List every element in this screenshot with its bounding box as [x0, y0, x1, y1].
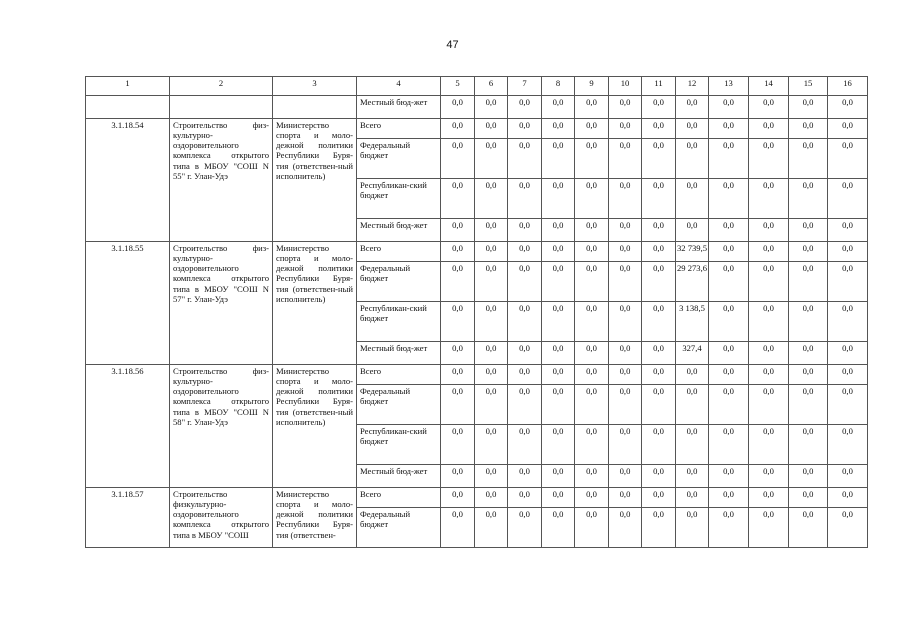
object-name-cell: Строительство физкультурно-оздоровительного комплекса открытого типа в МБОУ "СОШ — [170, 488, 273, 548]
value-cell: 0,0 — [609, 262, 642, 302]
value-cell: 0,0 — [642, 242, 676, 262]
value-cell: 0,0 — [508, 242, 542, 262]
column-header: 7 — [508, 77, 542, 96]
value-cell: 0,0 — [508, 302, 542, 342]
value-cell: 0,0 — [475, 465, 508, 488]
value-cell: 0,0 — [609, 119, 642, 139]
value-cell: 32 739,5 — [676, 242, 709, 262]
header-row — [86, 77, 868, 96]
value-cell: 0,0 — [441, 508, 475, 548]
value-cell: 0,0 — [609, 508, 642, 548]
value-cell: 0,0 — [642, 262, 676, 302]
value-cell: 0,0 — [676, 508, 709, 548]
value-cell: 0,0 — [709, 179, 749, 219]
value-cell: 0,0 — [508, 342, 542, 365]
value-cell: 0,0 — [709, 385, 749, 425]
value-cell: 0,0 — [475, 139, 508, 179]
value-cell: 0,0 — [609, 302, 642, 342]
value-cell: 0,0 — [676, 219, 709, 242]
column-header: 16 — [828, 77, 868, 96]
value-cell: 0,0 — [441, 465, 475, 488]
value-cell: 0,0 — [642, 179, 676, 219]
value-cell: 0,0 — [828, 242, 868, 262]
value-cell: 0,0 — [749, 139, 789, 179]
object-name-cell: Строительство физ-культурно-оздоровительного комплекса открытого типа в МБОУ "СОШ N 55" г. Улан-Удэ — [170, 119, 273, 242]
column-header: 10 — [609, 77, 642, 96]
value-cell: 0,0 — [642, 385, 676, 425]
page-number: 47 — [446, 39, 459, 51]
value-cell: 0,0 — [749, 219, 789, 242]
funding-source-label: Местный бюд-жет — [357, 465, 441, 488]
value-cell: 0,0 — [508, 96, 542, 119]
object-name-cell — [170, 96, 273, 119]
funding-source-label: Федеральный бюджет — [357, 262, 441, 302]
value-cell: 0,0 — [475, 262, 508, 302]
value-cell: 0,0 — [828, 342, 868, 365]
value-cell: 0,0 — [749, 365, 789, 385]
value-cell: 0,0 — [749, 262, 789, 302]
value-cell: 0,0 — [575, 139, 609, 179]
value-cell: 0,0 — [609, 96, 642, 119]
value-cell: 0,0 — [709, 342, 749, 365]
value-cell: 0,0 — [609, 179, 642, 219]
value-cell: 0,0 — [575, 385, 609, 425]
value-cell: 0,0 — [749, 508, 789, 548]
table-row — [86, 365, 868, 385]
value-cell: 0,0 — [789, 508, 828, 548]
funding-source-label: Республикан-ский бюджет — [357, 179, 441, 219]
value-cell: 0,0 — [749, 342, 789, 365]
value-cell: 0,0 — [676, 96, 709, 119]
funding-source-label: Федеральный бюджет — [357, 139, 441, 179]
value-cell: 0,0 — [709, 302, 749, 342]
column-header: 15 — [789, 77, 828, 96]
value-cell: 0,0 — [789, 219, 828, 242]
budget-table — [85, 76, 868, 548]
value-cell: 0,0 — [676, 488, 709, 508]
value-cell: 0,0 — [542, 365, 575, 385]
value-cell: 0,0 — [676, 385, 709, 425]
column-header: 14 — [749, 77, 789, 96]
value-cell: 0,0 — [542, 262, 575, 302]
value-cell: 0,0 — [709, 365, 749, 385]
value-cell: 0,0 — [609, 425, 642, 465]
value-cell: 0,0 — [676, 465, 709, 488]
value-cell: 0,0 — [542, 425, 575, 465]
value-cell: 0,0 — [828, 465, 868, 488]
value-cell: 0,0 — [575, 508, 609, 548]
value-cell: 327,4 — [676, 342, 709, 365]
funding-source-label: Федеральный бюджет — [357, 508, 441, 548]
value-cell: 0,0 — [508, 365, 542, 385]
value-cell: 0,0 — [575, 365, 609, 385]
executor-cell: Министерство спорта и моло-дежной политики Республики Буря-тия (ответствен- — [273, 488, 357, 548]
value-cell: 0,0 — [709, 139, 749, 179]
value-cell: 0,0 — [789, 139, 828, 179]
value-cell: 0,0 — [475, 242, 508, 262]
table-row — [86, 242, 868, 262]
value-cell: 0,0 — [609, 488, 642, 508]
value-cell: 0,0 — [475, 508, 508, 548]
value-cell: 0,0 — [575, 465, 609, 488]
value-cell: 0,0 — [542, 119, 575, 139]
column-header: 13 — [709, 77, 749, 96]
value-cell: 0,0 — [709, 119, 749, 139]
column-header: 2 — [170, 77, 273, 96]
value-cell: 0,0 — [828, 119, 868, 139]
value-cell: 0,0 — [789, 242, 828, 262]
value-cell: 0,0 — [441, 96, 475, 119]
column-header: 6 — [475, 77, 508, 96]
value-cell: 0,0 — [749, 242, 789, 262]
value-cell: 0,0 — [828, 219, 868, 242]
value-cell: 0,0 — [508, 508, 542, 548]
value-cell: 0,0 — [441, 242, 475, 262]
value-cell: 0,0 — [709, 488, 749, 508]
value-cell: 0,0 — [749, 179, 789, 219]
value-cell: 0,0 — [828, 508, 868, 548]
value-cell: 0,0 — [508, 219, 542, 242]
value-cell: 0,0 — [676, 139, 709, 179]
value-cell: 0,0 — [508, 119, 542, 139]
funding-source-label: Всего — [357, 488, 441, 508]
value-cell: 0,0 — [441, 302, 475, 342]
value-cell: 0,0 — [575, 96, 609, 119]
funding-source-label: Местный бюд-жет — [357, 219, 441, 242]
value-cell: 0,0 — [828, 365, 868, 385]
value-cell: 0,0 — [575, 242, 609, 262]
value-cell: 0,0 — [828, 262, 868, 302]
value-cell: 0,0 — [475, 302, 508, 342]
value-cell: 0,0 — [441, 488, 475, 508]
value-cell: 0,0 — [828, 425, 868, 465]
value-cell: 0,0 — [789, 425, 828, 465]
value-cell: 0,0 — [508, 425, 542, 465]
funding-source-label: Федеральный бюджет — [357, 385, 441, 425]
value-cell: 0,0 — [475, 488, 508, 508]
funding-source-label: Республикан-ский бюджет — [357, 425, 441, 465]
table-row — [86, 488, 868, 508]
value-cell: 0,0 — [676, 365, 709, 385]
value-cell: 0,0 — [642, 219, 676, 242]
column-header: 12 — [676, 77, 709, 96]
value-cell: 0,0 — [709, 262, 749, 302]
value-cell: 0,0 — [642, 139, 676, 179]
object-name-cell: Строительство физ-культурно-оздоровительного комплекса открытого типа в МБОУ "СОШ N 58" г. Улан-Удэ — [170, 365, 273, 488]
value-cell: 0,0 — [749, 96, 789, 119]
value-cell: 0,0 — [828, 179, 868, 219]
column-header: 4 — [357, 77, 441, 96]
column-header: 11 — [642, 77, 676, 96]
value-cell: 0,0 — [609, 342, 642, 365]
value-cell: 0,0 — [542, 139, 575, 179]
value-cell: 0,0 — [749, 385, 789, 425]
value-cell: 0,0 — [709, 219, 749, 242]
value-cell: 0,0 — [441, 139, 475, 179]
value-cell: 0,0 — [828, 302, 868, 342]
value-cell: 0,0 — [575, 219, 609, 242]
value-cell: 0,0 — [542, 488, 575, 508]
code-cell: 3.1.18.54 — [86, 119, 170, 242]
column-header: 5 — [441, 77, 475, 96]
value-cell: 0,0 — [475, 385, 508, 425]
value-cell: 0,0 — [642, 508, 676, 548]
value-cell: 0,0 — [575, 179, 609, 219]
funding-source-label: Местный бюд-жет — [357, 342, 441, 365]
value-cell: 0,0 — [709, 425, 749, 465]
value-cell: 0,0 — [609, 219, 642, 242]
value-cell: 0,0 — [789, 179, 828, 219]
value-cell: 0,0 — [475, 219, 508, 242]
value-cell: 0,0 — [642, 488, 676, 508]
value-cell: 0,0 — [642, 425, 676, 465]
value-cell: 0,0 — [575, 425, 609, 465]
value-cell: 0,0 — [575, 119, 609, 139]
code-cell: 3.1.18.57 — [86, 488, 170, 548]
value-cell: 0,0 — [676, 119, 709, 139]
value-cell: 0,0 — [542, 242, 575, 262]
value-cell: 0,0 — [789, 488, 828, 508]
value-cell: 29 273,6 — [676, 262, 709, 302]
value-cell: 0,0 — [575, 488, 609, 508]
value-cell: 0,0 — [709, 242, 749, 262]
executor-cell: Министерство спорта и моло-дежной политики Республики Буря-тия (ответствен-ный исполнитель) — [273, 119, 357, 242]
funding-source-label: Всего — [357, 242, 441, 262]
value-cell: 0,0 — [542, 385, 575, 425]
funding-source-label: Местный бюд-жет — [357, 96, 441, 119]
value-cell: 0,0 — [642, 342, 676, 365]
value-cell: 0,0 — [508, 139, 542, 179]
value-cell: 0,0 — [709, 96, 749, 119]
value-cell: 0,0 — [789, 385, 828, 425]
column-header: 1 — [86, 77, 170, 96]
value-cell: 0,0 — [789, 342, 828, 365]
value-cell: 0,0 — [828, 139, 868, 179]
code-cell: 3.1.18.55 — [86, 242, 170, 365]
value-cell: 0,0 — [828, 96, 868, 119]
value-cell: 0,0 — [441, 219, 475, 242]
value-cell: 0,0 — [508, 488, 542, 508]
value-cell: 0,0 — [609, 465, 642, 488]
value-cell: 0,0 — [508, 465, 542, 488]
value-cell: 0,0 — [575, 262, 609, 302]
value-cell: 0,0 — [789, 119, 828, 139]
value-cell: 0,0 — [542, 219, 575, 242]
value-cell: 0,0 — [441, 179, 475, 219]
value-cell: 0,0 — [642, 96, 676, 119]
value-cell: 0,0 — [749, 488, 789, 508]
value-cell: 0,0 — [789, 262, 828, 302]
value-cell: 0,0 — [642, 119, 676, 139]
value-cell: 0,0 — [441, 425, 475, 465]
value-cell: 0,0 — [475, 365, 508, 385]
value-cell: 0,0 — [542, 508, 575, 548]
value-cell: 0,0 — [441, 365, 475, 385]
code-cell — [86, 96, 170, 119]
value-cell: 0,0 — [749, 425, 789, 465]
value-cell: 0,0 — [508, 262, 542, 302]
value-cell: 0,0 — [475, 342, 508, 365]
code-cell: 3.1.18.56 — [86, 365, 170, 488]
value-cell: 0,0 — [609, 365, 642, 385]
value-cell: 0,0 — [749, 119, 789, 139]
value-cell: 0,0 — [475, 425, 508, 465]
funding-source-label: Всего — [357, 365, 441, 385]
value-cell: 0,0 — [441, 119, 475, 139]
value-cell: 0,0 — [709, 508, 749, 548]
value-cell: 0,0 — [508, 179, 542, 219]
value-cell: 0,0 — [828, 488, 868, 508]
column-header: 8 — [542, 77, 575, 96]
value-cell: 0,0 — [749, 302, 789, 342]
value-cell: 0,0 — [789, 465, 828, 488]
value-cell: 0,0 — [828, 385, 868, 425]
value-cell: 0,0 — [789, 302, 828, 342]
value-cell: 0,0 — [575, 342, 609, 365]
value-cell: 0,0 — [609, 139, 642, 179]
column-header: 9 — [575, 77, 609, 96]
value-cell: 0,0 — [609, 242, 642, 262]
value-cell: 0,0 — [789, 96, 828, 119]
table-row — [86, 96, 868, 119]
table-row — [86, 119, 868, 139]
value-cell: 0,0 — [749, 465, 789, 488]
value-cell: 0,0 — [441, 385, 475, 425]
value-cell: 0,0 — [441, 342, 475, 365]
value-cell: 0,0 — [609, 385, 642, 425]
value-cell: 0,0 — [789, 365, 828, 385]
value-cell: 0,0 — [542, 179, 575, 219]
executor-cell — [273, 96, 357, 119]
value-cell: 0,0 — [676, 179, 709, 219]
value-cell: 0,0 — [642, 465, 676, 488]
value-cell: 0,0 — [542, 465, 575, 488]
value-cell: 0,0 — [676, 425, 709, 465]
value-cell: 0,0 — [475, 179, 508, 219]
funding-source-label: Республикан-ский бюджет — [357, 302, 441, 342]
funding-source-label: Всего — [357, 119, 441, 139]
value-cell: 3 138,5 — [676, 302, 709, 342]
value-cell: 0,0 — [642, 365, 676, 385]
value-cell: 0,0 — [642, 302, 676, 342]
value-cell: 0,0 — [475, 119, 508, 139]
object-name-cell: Строительство физ-культурно-оздоровительного комплекса открытого типа в МБОУ "СОШ N 57" г. Улан-Удэ — [170, 242, 273, 365]
value-cell: 0,0 — [709, 465, 749, 488]
value-cell: 0,0 — [441, 262, 475, 302]
value-cell: 0,0 — [542, 342, 575, 365]
value-cell: 0,0 — [542, 302, 575, 342]
executor-cell: Министерство спорта и моло-дежной политики Республики Буря-тия (ответствен-ный исполнитель) — [273, 242, 357, 365]
executor-cell: Министерство спорта и моло-дежной политики Республики Буря-тия (ответствен-ный исполнитель) — [273, 365, 357, 488]
column-header: 3 — [273, 77, 357, 96]
value-cell: 0,0 — [542, 96, 575, 119]
value-cell: 0,0 — [575, 302, 609, 342]
value-cell: 0,0 — [475, 96, 508, 119]
value-cell: 0,0 — [508, 385, 542, 425]
